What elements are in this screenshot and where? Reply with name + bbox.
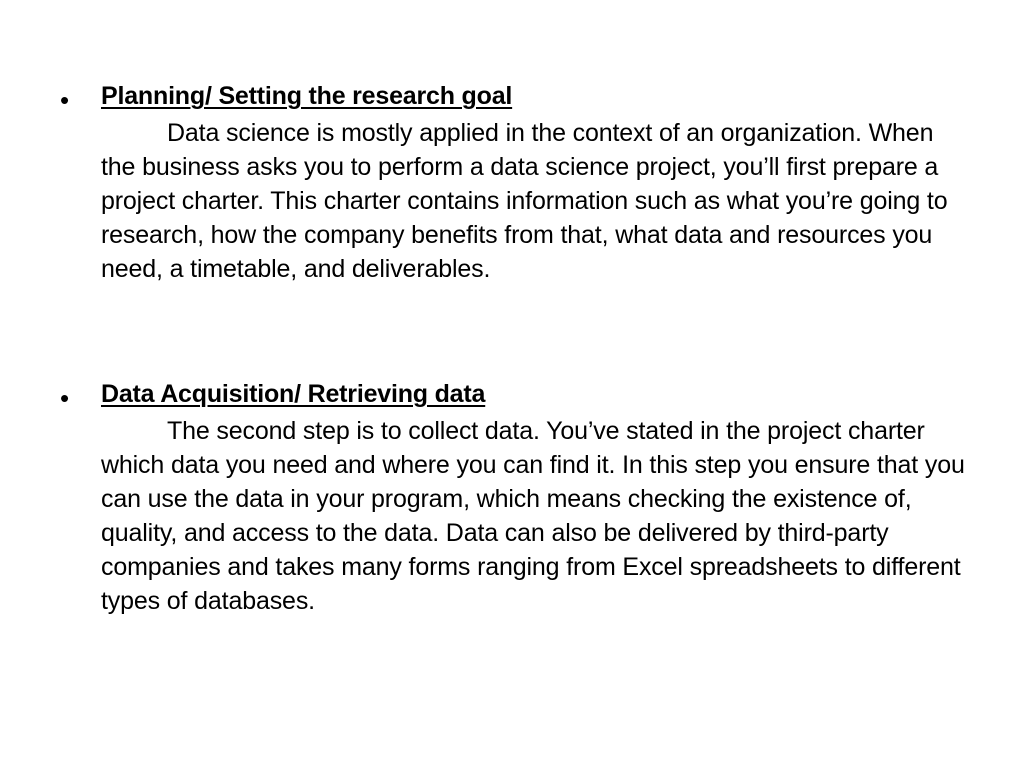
section-paragraph-data-acquisition: The second step is to collect data. You’ve stated in the project charter which data you need and where you can find it. In this step you ensure that you can use the data in your program, which means checking the existence of, quality, and access to the data. Data can also be delivered by third-party companies and takes many forms ranging from Excel spreadsheets to different types of databases. [101,417,965,615]
bullet-content [101,78,971,286]
bullet-marker: • [60,85,70,115]
section-paragraph-planning: Data science is mostly applied in the context of an organization. When the business asks you to perform a data science project, you’ll first prepare a project charter. This charter contains information such as what you’re going to research, how the company benefits from that, what data and resources you need, a timetable, and deliverables. [101,119,948,283]
bullet-content [101,376,971,618]
section-heading-planning: Planning/ Setting the research goal [101,82,513,110]
bullet-marker: • [60,383,70,413]
section-heading-data-acquisition: Data Acquisition/ Retrieving data [101,380,486,408]
